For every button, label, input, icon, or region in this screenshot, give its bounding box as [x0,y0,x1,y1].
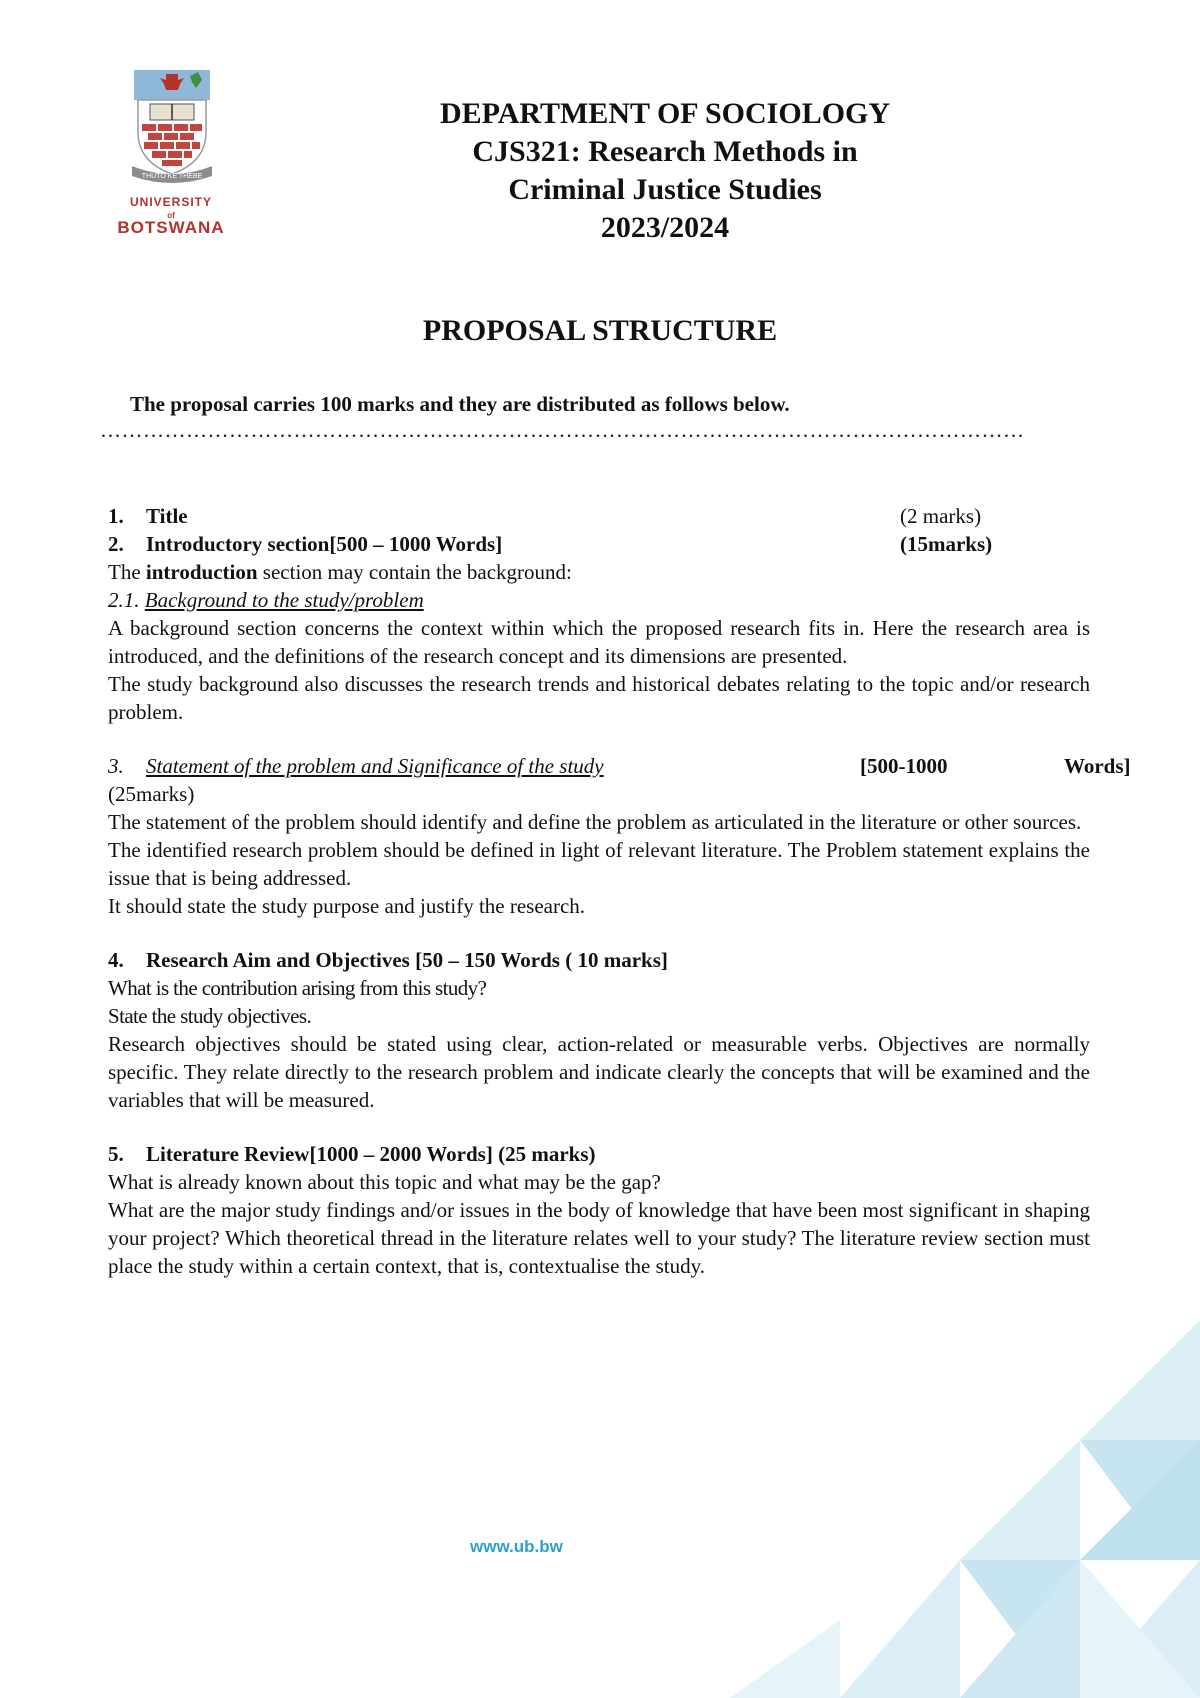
literature-paragraph: What are the major study findings and/or issues in the body of knowledge that have been most significant in shaping your project? Which theoretical thread in the literature relates well to your study? The literature review section must place the study within a certain context, that is, contextualise the study. [108,1198,1090,1278]
problem-paragraph: The identified research problem should be defined in light of relevant literature. The Problem statement explains the issue that is being addressed. [108,838,1090,890]
subsection-number: 2.1. [108,588,140,612]
academic-year: 2023/2024 [600,211,730,244]
background-paragraph: A background section concerns the context within which the proposed research fits in. Here the research area is introduced, and the definitions of the research concept and its dimensions are presented. [108,616,1090,668]
objectives-question: What is the contribution arising from this study? [108,976,487,1000]
university-crest-icon [132,70,212,190]
background-paragraph: The study background also discusses the research trends and historical debates relating to the topic and/or research problem. [108,672,1090,724]
section-marks: (25marks) [108,782,195,806]
section-heading: Statement of the problem and Significance of the study [146,754,604,778]
problem-paragraph: The statement of the problem should identify and define the problem as articulated in the literature or other sources. [108,810,1082,834]
decorative-triangle-pattern [730,1320,1200,1698]
lead-bold-text: introduction [145,560,258,584]
section-heading: Title [146,504,188,528]
dotted-divider: ………………………………………………………………………………………………………………… [100,418,1025,442]
university-name-line2: BOTSWANA [117,218,225,237]
department-name: DEPARTMENT OF SOCIOLOGY [439,97,891,130]
section-word-count: Words] [1064,754,1131,778]
section-introduction-row [108,530,1128,558]
objectives-question: State the study objectives. [108,1004,312,1028]
introduction-lead [108,558,1128,586]
proposal-sections [108,502,1131,1280]
literature-question: What is already known about this topic and what may be the gap? [108,1170,661,1194]
section-heading: Introductory section[500 – 1000 Words] [146,532,503,556]
section-heading: Literature Review[1000 – 2000 Words] (25 marks) [146,1142,596,1166]
crest-motto: THUTO KE THEBE [141,173,203,180]
section-number: 5. [108,1142,124,1166]
subsection-label: Background to the study/problem [144,588,424,612]
subsection-heading [108,586,1128,614]
lead-text: section may contain the background: [257,560,572,584]
section-number: 3. [108,754,124,778]
course-title-line2: Criminal Justice Studies [508,173,822,206]
marks-intro: The proposal carries 100 marks and they are distributed as follows below. [130,392,790,416]
section-number: 4. [108,948,124,972]
university-name-line1: UNIVERSITY [129,195,212,209]
section-problem-row [108,752,1131,780]
university-name-of: of [167,211,175,220]
university-logo [112,70,230,238]
footer-website-link[interactable]: www.ub.bw [470,1537,563,1556]
problem-paragraph: It should state the study purpose and justify the research. [108,894,586,918]
section-word-count: [500-1000 [860,754,948,778]
lead-text: The [108,560,146,584]
section-heading: Research Aim and Objectives [50 – 150 Words ( 10 marks] [146,948,668,972]
section-literature-row [108,1140,1128,1168]
section-objectives-row [108,946,1128,974]
section-marks: (2 marks) [900,504,982,528]
section-number: 1. [108,504,124,528]
objectives-paragraph: Research objectives should be stated using clear, action-related or measurable verbs. Objectives are normally specific. They relate directly to the research problem and indicate clearly the concepts that will be examined and the variables that will be measured. [108,1032,1090,1112]
section-number: 2. [108,532,124,556]
section-marks: (15marks) [900,532,993,556]
section-title-row [108,502,1128,530]
document-header [410,95,970,247]
page-title: PROPOSAL STRUCTURE [422,314,778,347]
course-title-line1: CJS321: Research Methods in [472,135,858,168]
